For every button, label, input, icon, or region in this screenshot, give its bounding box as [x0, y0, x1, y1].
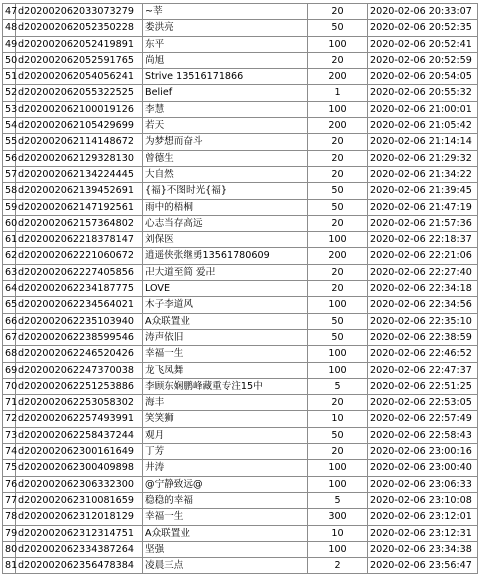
- cell-donor-name: 海丰: [143, 395, 308, 411]
- cell-order-id: d202002062052419891: [16, 36, 143, 52]
- cell-timestamp: 2020-02-06 21:00:01: [368, 101, 478, 117]
- table-row: [3, 476, 478, 492]
- cell-donor-name: 为梦想而奋斗: [143, 134, 308, 150]
- table-row: [3, 248, 478, 264]
- table-row: [3, 411, 478, 427]
- cell-order-id: d202002062257493991: [16, 411, 143, 427]
- cell-order-id: d202002062033073279: [16, 4, 143, 20]
- cell-row-number: 73: [3, 427, 16, 443]
- cell-timestamp: 2020-02-06 22:53:05: [368, 395, 478, 411]
- table-row: [3, 150, 478, 166]
- cell-order-id: d202002062246520426: [16, 346, 143, 362]
- cell-order-id: d202002062310081659: [16, 492, 143, 508]
- cell-timestamp: 2020-02-06 23:00:16: [368, 444, 478, 460]
- cell-row-number: 47: [3, 4, 16, 20]
- cell-amount: 100: [308, 36, 368, 52]
- cell-row-number: 55: [3, 134, 16, 150]
- cell-row-number: 81: [3, 558, 16, 574]
- cell-order-id: d202002062312018129: [16, 509, 143, 525]
- cell-row-number: 51: [3, 69, 16, 85]
- spreadsheet: [2, 3, 477, 574]
- cell-row-number: 66: [3, 313, 16, 329]
- cell-amount: 100: [308, 297, 368, 313]
- cell-donor-name: 若天: [143, 118, 308, 134]
- cell-donor-name: 木子李道风: [143, 297, 308, 313]
- cell-amount: 5: [308, 378, 368, 394]
- cell-donor-name: 李顾东娴鹏峰藏重专注15中: [143, 378, 308, 394]
- cell-donor-name: 幸福一生: [143, 346, 308, 362]
- cell-donor-name: {福}不图时光{福}: [143, 183, 308, 199]
- cell-order-id: d202002062052591765: [16, 52, 143, 68]
- cell-amount: 300: [308, 509, 368, 525]
- cell-donor-name: 凌晨三点: [143, 558, 308, 574]
- cell-order-id: d202002062334387264: [16, 541, 143, 557]
- table-row: [3, 264, 478, 280]
- cell-amount: 200: [308, 248, 368, 264]
- cell-order-id: d202002062218378147: [16, 232, 143, 248]
- cell-amount: 20: [308, 150, 368, 166]
- cell-row-number: 53: [3, 101, 16, 117]
- cell-amount: 20: [308, 166, 368, 182]
- cell-timestamp: 2020-02-06 23:34:38: [368, 541, 478, 557]
- cell-order-id: d202002062157364802: [16, 215, 143, 231]
- cell-timestamp: 2020-02-06 22:47:37: [368, 362, 478, 378]
- cell-timestamp: 2020-02-06 21:57:36: [368, 215, 478, 231]
- cell-amount: 50: [308, 313, 368, 329]
- cell-order-id: d202002062134224445: [16, 166, 143, 182]
- cell-order-id: d202002062247370038: [16, 362, 143, 378]
- table-row: [3, 281, 478, 297]
- cell-timestamp: 2020-02-06 22:46:52: [368, 346, 478, 362]
- cell-order-id: d202002062054056241: [16, 69, 143, 85]
- cell-donor-name: 稳稳的幸福: [143, 492, 308, 508]
- cell-amount: 20: [308, 215, 368, 231]
- cell-amount: 200: [308, 118, 368, 134]
- cell-timestamp: 2020-02-06 20:52:41: [368, 36, 478, 52]
- cell-donor-name: A众联置业: [143, 525, 308, 541]
- cell-order-id: d202002062100019126: [16, 101, 143, 117]
- cell-amount: 50: [308, 20, 368, 36]
- table-row: [3, 313, 478, 329]
- cell-timestamp: 2020-02-06 23:00:40: [368, 460, 478, 476]
- cell-donor-name: 大自然: [143, 166, 308, 182]
- cell-order-id: d202002062114148672: [16, 134, 143, 150]
- cell-timestamp: 2020-02-06 21:05:42: [368, 118, 478, 134]
- cell-donor-name: 尚旭: [143, 52, 308, 68]
- cell-order-id: d202002062221060672: [16, 248, 143, 264]
- table-row: [3, 85, 478, 101]
- cell-amount: 2: [308, 558, 368, 574]
- cell-timestamp: 2020-02-06 20:33:07: [368, 4, 478, 20]
- cell-amount: 20: [308, 444, 368, 460]
- cell-timestamp: 2020-02-06 20:54:05: [368, 69, 478, 85]
- table-row: [3, 525, 478, 541]
- table-row: [3, 492, 478, 508]
- cell-amount: 100: [308, 460, 368, 476]
- cell-row-number: 60: [3, 215, 16, 231]
- cell-row-number: 57: [3, 166, 16, 182]
- cell-row-number: 54: [3, 118, 16, 134]
- cell-row-number: 49: [3, 36, 16, 52]
- cell-donor-name: 东平: [143, 36, 308, 52]
- cell-order-id: d202002062258437244: [16, 427, 143, 443]
- cell-amount: 10: [308, 525, 368, 541]
- cell-order-id: d202002062235103940: [16, 313, 143, 329]
- cell-amount: 100: [308, 362, 368, 378]
- table-row: [3, 395, 478, 411]
- cell-timestamp: 2020-02-06 22:57:49: [368, 411, 478, 427]
- table-row: [3, 297, 478, 313]
- cell-donor-name: Strive 13516171866: [143, 69, 308, 85]
- table-row: [3, 52, 478, 68]
- table-row: [3, 509, 478, 525]
- cell-donor-name: 龙飞凤舞: [143, 362, 308, 378]
- cell-timestamp: 2020-02-06 22:58:43: [368, 427, 478, 443]
- table-row: [3, 4, 478, 20]
- cell-donor-name: 心志当存高远: [143, 215, 308, 231]
- cell-donor-name: 涛声依旧: [143, 329, 308, 345]
- cell-donor-name: 坚强: [143, 541, 308, 557]
- cell-timestamp: 2020-02-06 20:52:59: [368, 52, 478, 68]
- table-row: [3, 134, 478, 150]
- cell-timestamp: 2020-02-06 22:51:25: [368, 378, 478, 394]
- cell-order-id: d202002062227405856: [16, 264, 143, 280]
- cell-row-number: 65: [3, 297, 16, 313]
- cell-row-number: 58: [3, 183, 16, 199]
- cell-row-number: 64: [3, 281, 16, 297]
- cell-row-number: 79: [3, 525, 16, 541]
- cell-row-number: 72: [3, 411, 16, 427]
- table-row: [3, 215, 478, 231]
- cell-order-id: d202002062129328130: [16, 150, 143, 166]
- cell-order-id: d202002062300409898: [16, 460, 143, 476]
- table-row: [3, 427, 478, 443]
- cell-order-id: d202002062105429699: [16, 118, 143, 134]
- cell-row-number: 77: [3, 492, 16, 508]
- table-body: [3, 4, 478, 574]
- table-row: [3, 444, 478, 460]
- cell-timestamp: 2020-02-06 21:14:14: [368, 134, 478, 150]
- cell-order-id: d202002062139452691: [16, 183, 143, 199]
- table-row: [3, 232, 478, 248]
- cell-amount: 50: [308, 199, 368, 215]
- cell-timestamp: 2020-02-06 22:35:10: [368, 313, 478, 329]
- cell-timestamp: 2020-02-06 22:38:59: [368, 329, 478, 345]
- cell-row-number: 67: [3, 329, 16, 345]
- cell-timestamp: 2020-02-06 20:55:32: [368, 85, 478, 101]
- cell-amount: 20: [308, 134, 368, 150]
- cell-order-id: d202002062300161649: [16, 444, 143, 460]
- cell-row-number: 80: [3, 541, 16, 557]
- cell-row-number: 74: [3, 444, 16, 460]
- cell-donor-name: 笑笑狮: [143, 411, 308, 427]
- cell-timestamp: 2020-02-06 22:34:56: [368, 297, 478, 313]
- cell-row-number: 71: [3, 395, 16, 411]
- cell-donor-name: A众联置业: [143, 313, 308, 329]
- cell-amount: 100: [308, 541, 368, 557]
- cell-donor-name: 李慧: [143, 101, 308, 117]
- table-row: [3, 199, 478, 215]
- cell-donor-name: 井涛: [143, 460, 308, 476]
- cell-donor-name: ~莘: [143, 4, 308, 20]
- cell-order-id: d202002062147192561: [16, 199, 143, 215]
- table-row: [3, 541, 478, 557]
- cell-timestamp: 2020-02-06 23:12:01: [368, 509, 478, 525]
- table-row: [3, 378, 478, 394]
- cell-order-id: d202002062052350228: [16, 20, 143, 36]
- cell-donor-name: 刘保医: [143, 232, 308, 248]
- cell-donor-name: 幸福一生: [143, 509, 308, 525]
- table-row: [3, 346, 478, 362]
- cell-donor-name: Belief: [143, 85, 308, 101]
- cell-amount: 50: [308, 427, 368, 443]
- cell-timestamp: 2020-02-06 21:47:19: [368, 199, 478, 215]
- cell-row-number: 59: [3, 199, 16, 215]
- cell-timestamp: 2020-02-06 21:29:32: [368, 150, 478, 166]
- cell-timestamp: 2020-02-06 22:27:40: [368, 264, 478, 280]
- cell-row-number: 48: [3, 20, 16, 36]
- table-row: [3, 362, 478, 378]
- cell-timestamp: 2020-02-06 23:56:47: [368, 558, 478, 574]
- cell-donor-name: 丁芳: [143, 444, 308, 460]
- cell-order-id: d202002062234187775: [16, 281, 143, 297]
- cell-amount: 200: [308, 69, 368, 85]
- cell-row-number: 61: [3, 232, 16, 248]
- table-row: [3, 20, 478, 36]
- cell-timestamp: 2020-02-06 20:52:35: [368, 20, 478, 36]
- cell-amount: 20: [308, 52, 368, 68]
- cell-donor-name: 雨中的梧桐: [143, 199, 308, 215]
- cell-order-id: d202002062356478384: [16, 558, 143, 574]
- table-row: [3, 36, 478, 52]
- cell-amount: 5: [308, 492, 368, 508]
- cell-order-id: d202002062312314751: [16, 525, 143, 541]
- cell-amount: 1: [308, 85, 368, 101]
- cell-amount: 10: [308, 411, 368, 427]
- cell-row-number: 50: [3, 52, 16, 68]
- cell-timestamp: 2020-02-06 23:12:31: [368, 525, 478, 541]
- cell-row-number: 52: [3, 85, 16, 101]
- cell-donor-name: @宁静致远@: [143, 476, 308, 492]
- table-row: [3, 69, 478, 85]
- cell-row-number: 62: [3, 248, 16, 264]
- cell-timestamp: 2020-02-06 22:21:06: [368, 248, 478, 264]
- cell-row-number: 70: [3, 378, 16, 394]
- cell-timestamp: 2020-02-06 22:18:37: [368, 232, 478, 248]
- cell-donor-name: LOVE: [143, 281, 308, 297]
- cell-row-number: 68: [3, 346, 16, 362]
- cell-amount: 20: [308, 264, 368, 280]
- cell-amount: 20: [308, 395, 368, 411]
- table-row: [3, 118, 478, 134]
- cell-timestamp: 2020-02-06 22:34:18: [368, 281, 478, 297]
- cell-order-id: d202002062238599546: [16, 329, 143, 345]
- cell-row-number: 76: [3, 476, 16, 492]
- cell-timestamp: 2020-02-06 21:39:45: [368, 183, 478, 199]
- cell-donor-name: 曾德生: [143, 150, 308, 166]
- cell-donor-name: 观月: [143, 427, 308, 443]
- cell-amount: 100: [308, 346, 368, 362]
- cell-amount: 100: [308, 232, 368, 248]
- cell-order-id: d202002062055322525: [16, 85, 143, 101]
- cell-order-id: d202002062234564021: [16, 297, 143, 313]
- cell-row-number: 75: [3, 460, 16, 476]
- cell-row-number: 78: [3, 509, 16, 525]
- cell-row-number: 56: [3, 150, 16, 166]
- table-row: [3, 183, 478, 199]
- cell-row-number: 69: [3, 362, 16, 378]
- cell-amount: 100: [308, 101, 368, 117]
- cell-donor-name: 娄洪亮: [143, 20, 308, 36]
- donation-table: [2, 3, 478, 574]
- cell-order-id: d202002062251253886: [16, 378, 143, 394]
- cell-row-number: 63: [3, 264, 16, 280]
- cell-amount: 50: [308, 183, 368, 199]
- table-row: [3, 558, 478, 574]
- table-row: [3, 329, 478, 345]
- cell-order-id: d202002062306332300: [16, 476, 143, 492]
- cell-order-id: d202002062253058302: [16, 395, 143, 411]
- cell-amount: 50: [308, 329, 368, 345]
- table-row: [3, 460, 478, 476]
- table-row: [3, 101, 478, 117]
- cell-amount: 20: [308, 281, 368, 297]
- cell-timestamp: 2020-02-06 23:10:08: [368, 492, 478, 508]
- cell-amount: 100: [308, 476, 368, 492]
- cell-timestamp: 2020-02-06 21:34:22: [368, 166, 478, 182]
- table-row: [3, 166, 478, 182]
- cell-donor-name: 卍大道至简 爱卍: [143, 264, 308, 280]
- cell-timestamp: 2020-02-06 23:06:33: [368, 476, 478, 492]
- cell-amount: 20: [308, 4, 368, 20]
- cell-donor-name: 逍遥侠张继勇13561780609: [143, 248, 308, 264]
